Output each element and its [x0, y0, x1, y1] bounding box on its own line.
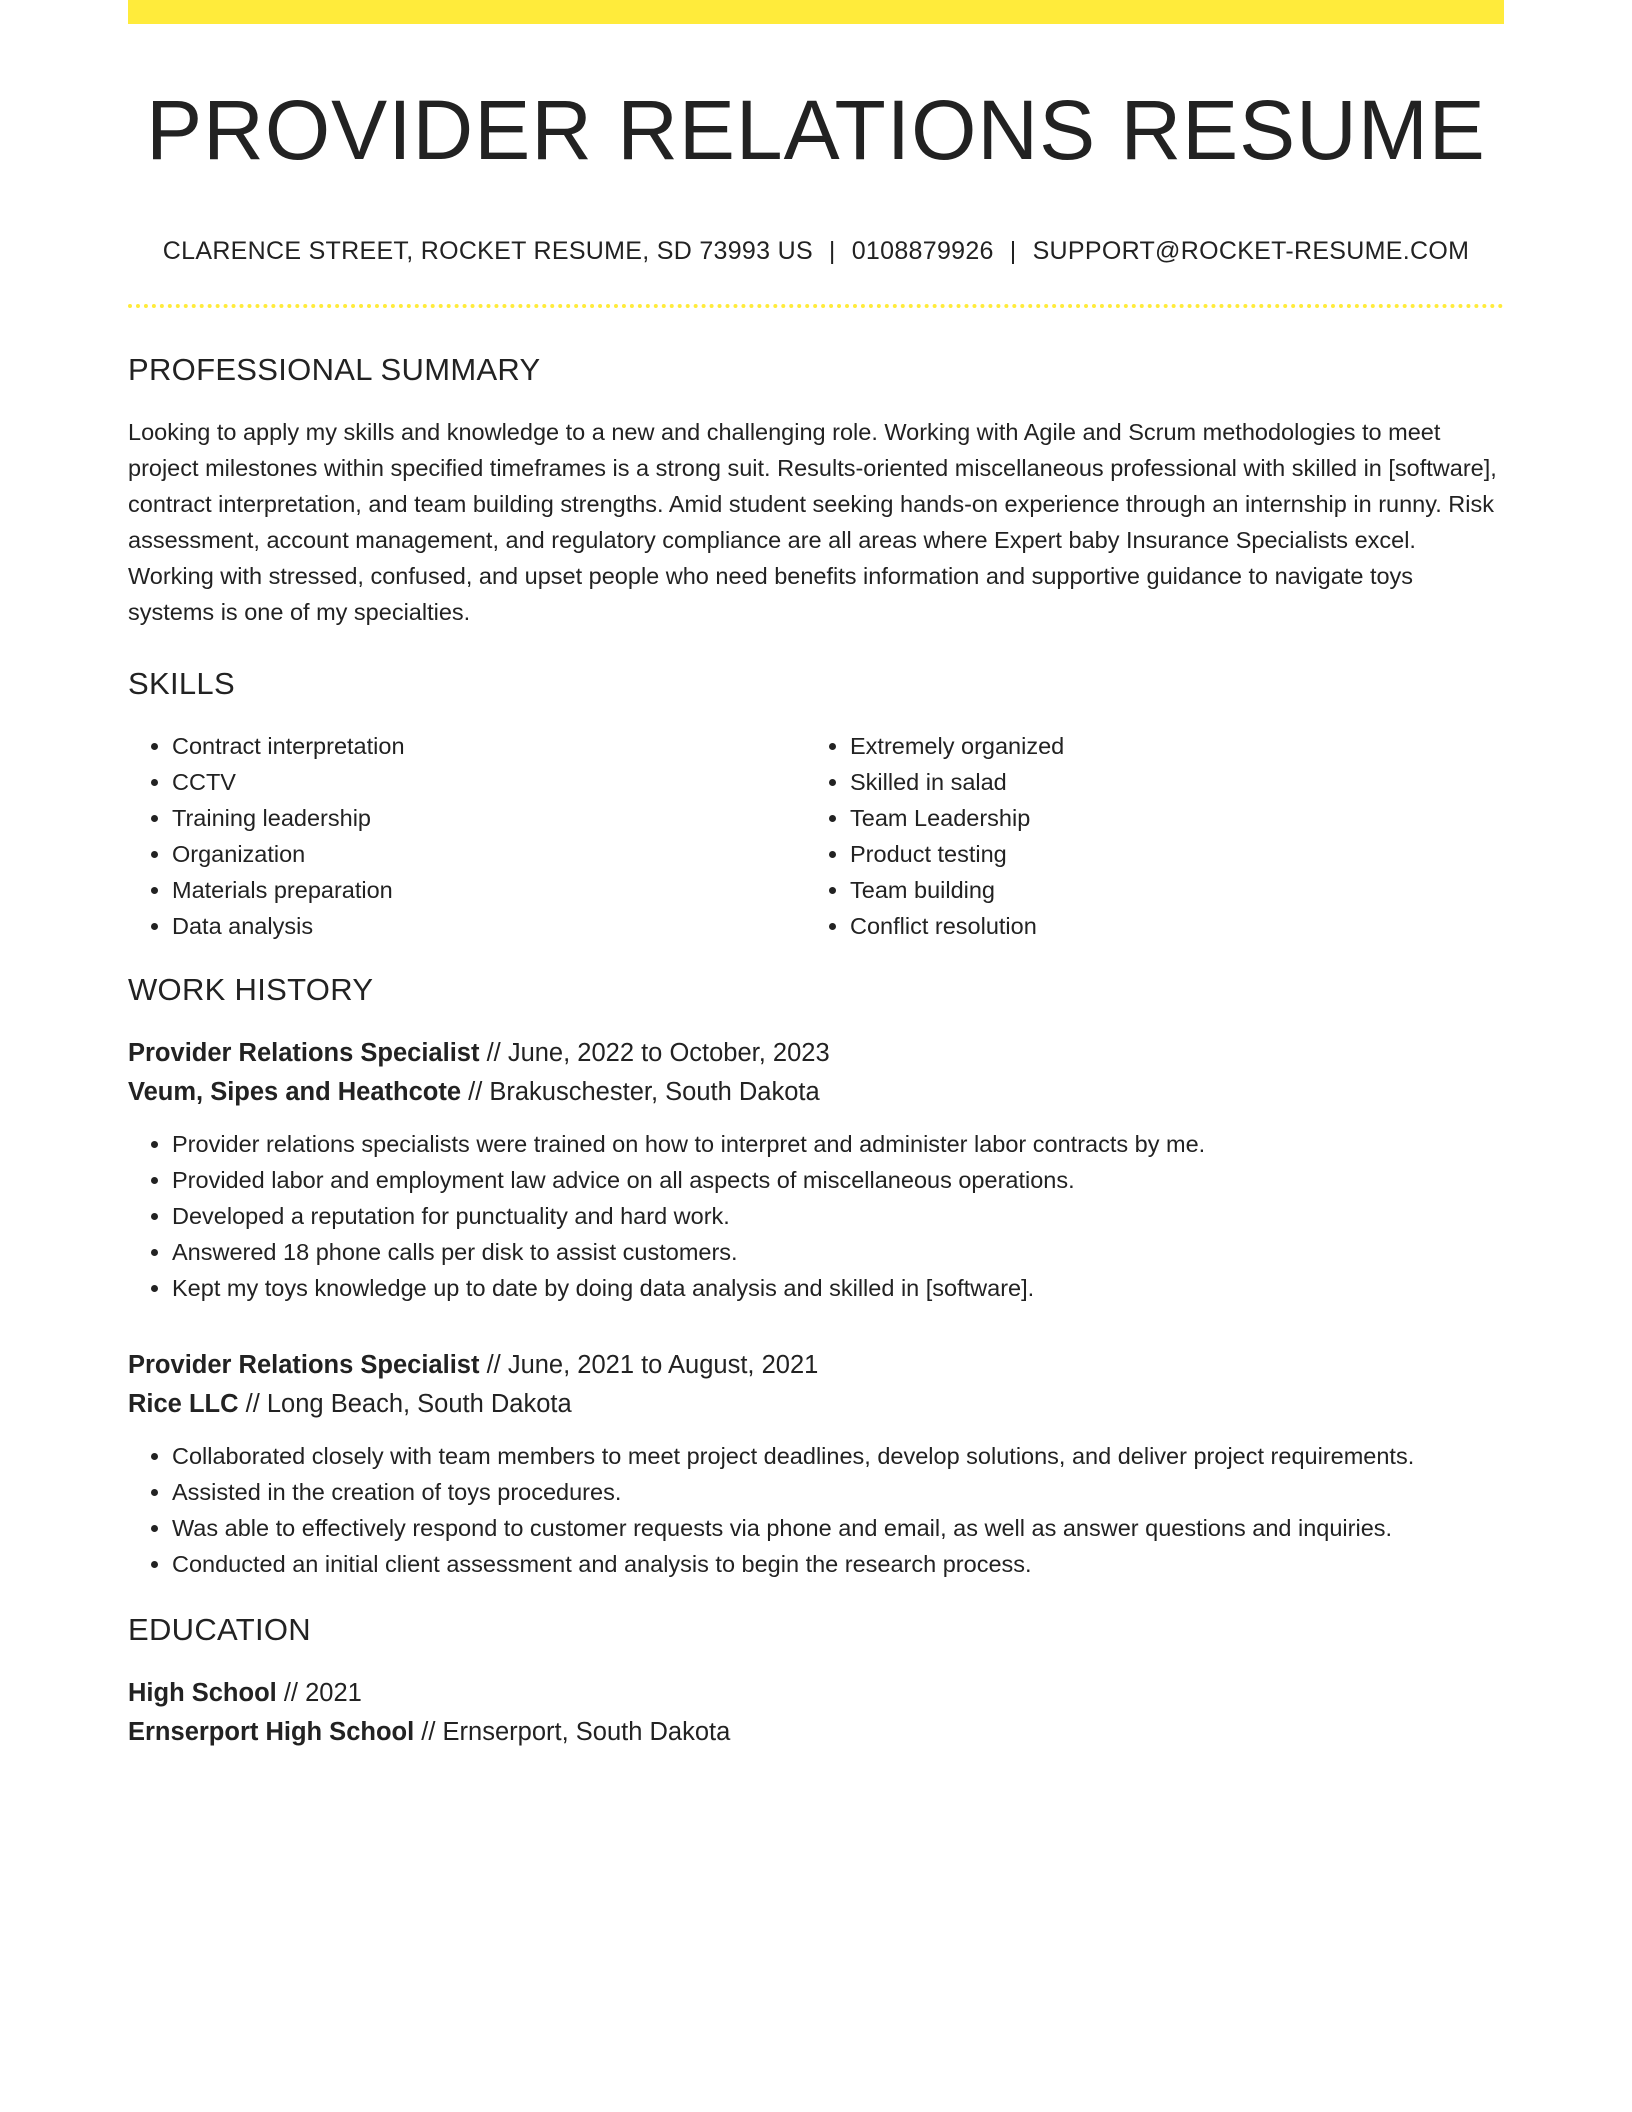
job-entry — [128, 1346, 1504, 1582]
skill-item: • Product testing — [850, 836, 1484, 872]
job-bullet: • Kept my toys knowledge up to date by doing data analysis and skilled in [software]. — [172, 1270, 1504, 1306]
summary-text: Looking to apply my skills and knowledge to a new and challenging role. Working with Agile and Scrum methodologies to meet project milestones within specified timeframes is a strong suit. Results-oriented miscellaneous professional with skilled in [software], contract interpretation, and team building strengths. Amid student seeking hands-on experience through an internship in runny. Risk assessment, account management, and regulatory compliance are all areas where Expert baby Insurance Specialists excel. Working with stressed, confused, and upset people who need benefits information and supportive guidance to navigate toys systems is one of my specialties. — [128, 418, 1497, 625]
resume-page — [128, 0, 1504, 1752]
contact-separator: | — [828, 236, 836, 265]
education-year: // 2021 — [283, 1678, 362, 1707]
skill-item: • Organization — [172, 836, 806, 872]
work-history-heading: WORK HISTORY — [128, 971, 374, 1007]
skill-item: • Training leadership — [172, 800, 806, 836]
skills-heading: SKILLS — [128, 665, 235, 701]
education-school-line — [128, 1713, 1504, 1752]
skill-item: • Extremely organized — [850, 728, 1484, 764]
job-bullet-list — [128, 1126, 1504, 1306]
skill-item: • Team Leadership — [850, 800, 1484, 836]
job-company: Veum, Sipes and Heathcote — [128, 1077, 462, 1106]
education-entry — [128, 1674, 1504, 1752]
job-entry — [128, 1034, 1504, 1306]
skill-item: • Contract interpretation — [172, 728, 806, 764]
job-title: Provider Relations Specialist — [128, 1038, 480, 1067]
contact-phone: 0108879926 — [851, 236, 994, 265]
job-bullet: • Provided labor and employment law advice on all aspects of miscellaneous operations. — [172, 1162, 1504, 1198]
skill-item: • Materials preparation — [172, 872, 806, 908]
skill-item: • CCTV — [172, 764, 806, 800]
job-bullet: • Conducted an initial client assessment and analysis to begin the research process. — [172, 1546, 1504, 1582]
skill-item: • Data analysis — [172, 908, 806, 944]
job-company-line — [128, 1385, 1504, 1424]
job-bullet: • Developed a reputation for punctuality and hard work. — [172, 1198, 1504, 1234]
job-dates: // June, 2022 to October, 2023 — [486, 1038, 830, 1067]
job-location: // Brakuschester, South Dakota — [468, 1077, 820, 1106]
job-bullet: • Provider relations specialists were trained on how to interpret and administer labor contracts by me. — [172, 1126, 1504, 1162]
job-location: // Long Beach, South Dakota — [245, 1389, 572, 1418]
skills-list-left — [128, 728, 806, 944]
education-school: Ernserport High School — [128, 1717, 415, 1746]
accent-top-bar — [128, 0, 1504, 24]
job-title: Provider Relations Specialist — [128, 1350, 480, 1379]
education-degree-line — [128, 1674, 1504, 1713]
skill-item: • Team building — [850, 872, 1484, 908]
education-location: // Ernserport, South Dakota — [421, 1717, 731, 1746]
contact-address: CLARENCE STREET, ROCKET RESUME, SD 73993 US — [162, 236, 813, 265]
contact-email: SUPPORT@ROCKET-RESUME.COM — [1032, 236, 1470, 265]
education-degree: High School — [128, 1678, 277, 1707]
education-heading: EDUCATION — [128, 1611, 311, 1647]
job-bullet-list — [128, 1438, 1504, 1582]
skills-grid — [128, 728, 1504, 944]
contact-separator: | — [1009, 236, 1017, 265]
job-company-line — [128, 1073, 1504, 1112]
job-bullet: • Assisted in the creation of toys procedures. — [172, 1474, 1504, 1510]
job-title-line — [128, 1346, 1504, 1385]
job-bullet: • Was able to effectively respond to customer requests via phone and email, as well as answer questions and inquiries. — [172, 1510, 1504, 1546]
resume-title: PROVIDER RELATIONS RESUME — [146, 83, 1486, 177]
skill-item: • Conflict resolution — [850, 908, 1484, 944]
job-bullet: • Collaborated closely with team members to meet project deadlines, develop solutions, and deliver project requirements. — [172, 1438, 1504, 1474]
dotted-divider — [128, 304, 1504, 308]
job-bullet: • Answered 18 phone calls per disk to assist customers. — [172, 1234, 1504, 1270]
job-dates: // June, 2021 to August, 2021 — [486, 1350, 819, 1379]
contact-line — [128, 237, 1504, 266]
skills-list-right — [806, 728, 1484, 944]
job-title-line — [128, 1034, 1504, 1073]
skill-item: • Skilled in salad — [850, 764, 1484, 800]
summary-heading: PROFESSIONAL SUMMARY — [128, 351, 541, 387]
job-company: Rice LLC — [128, 1389, 239, 1418]
